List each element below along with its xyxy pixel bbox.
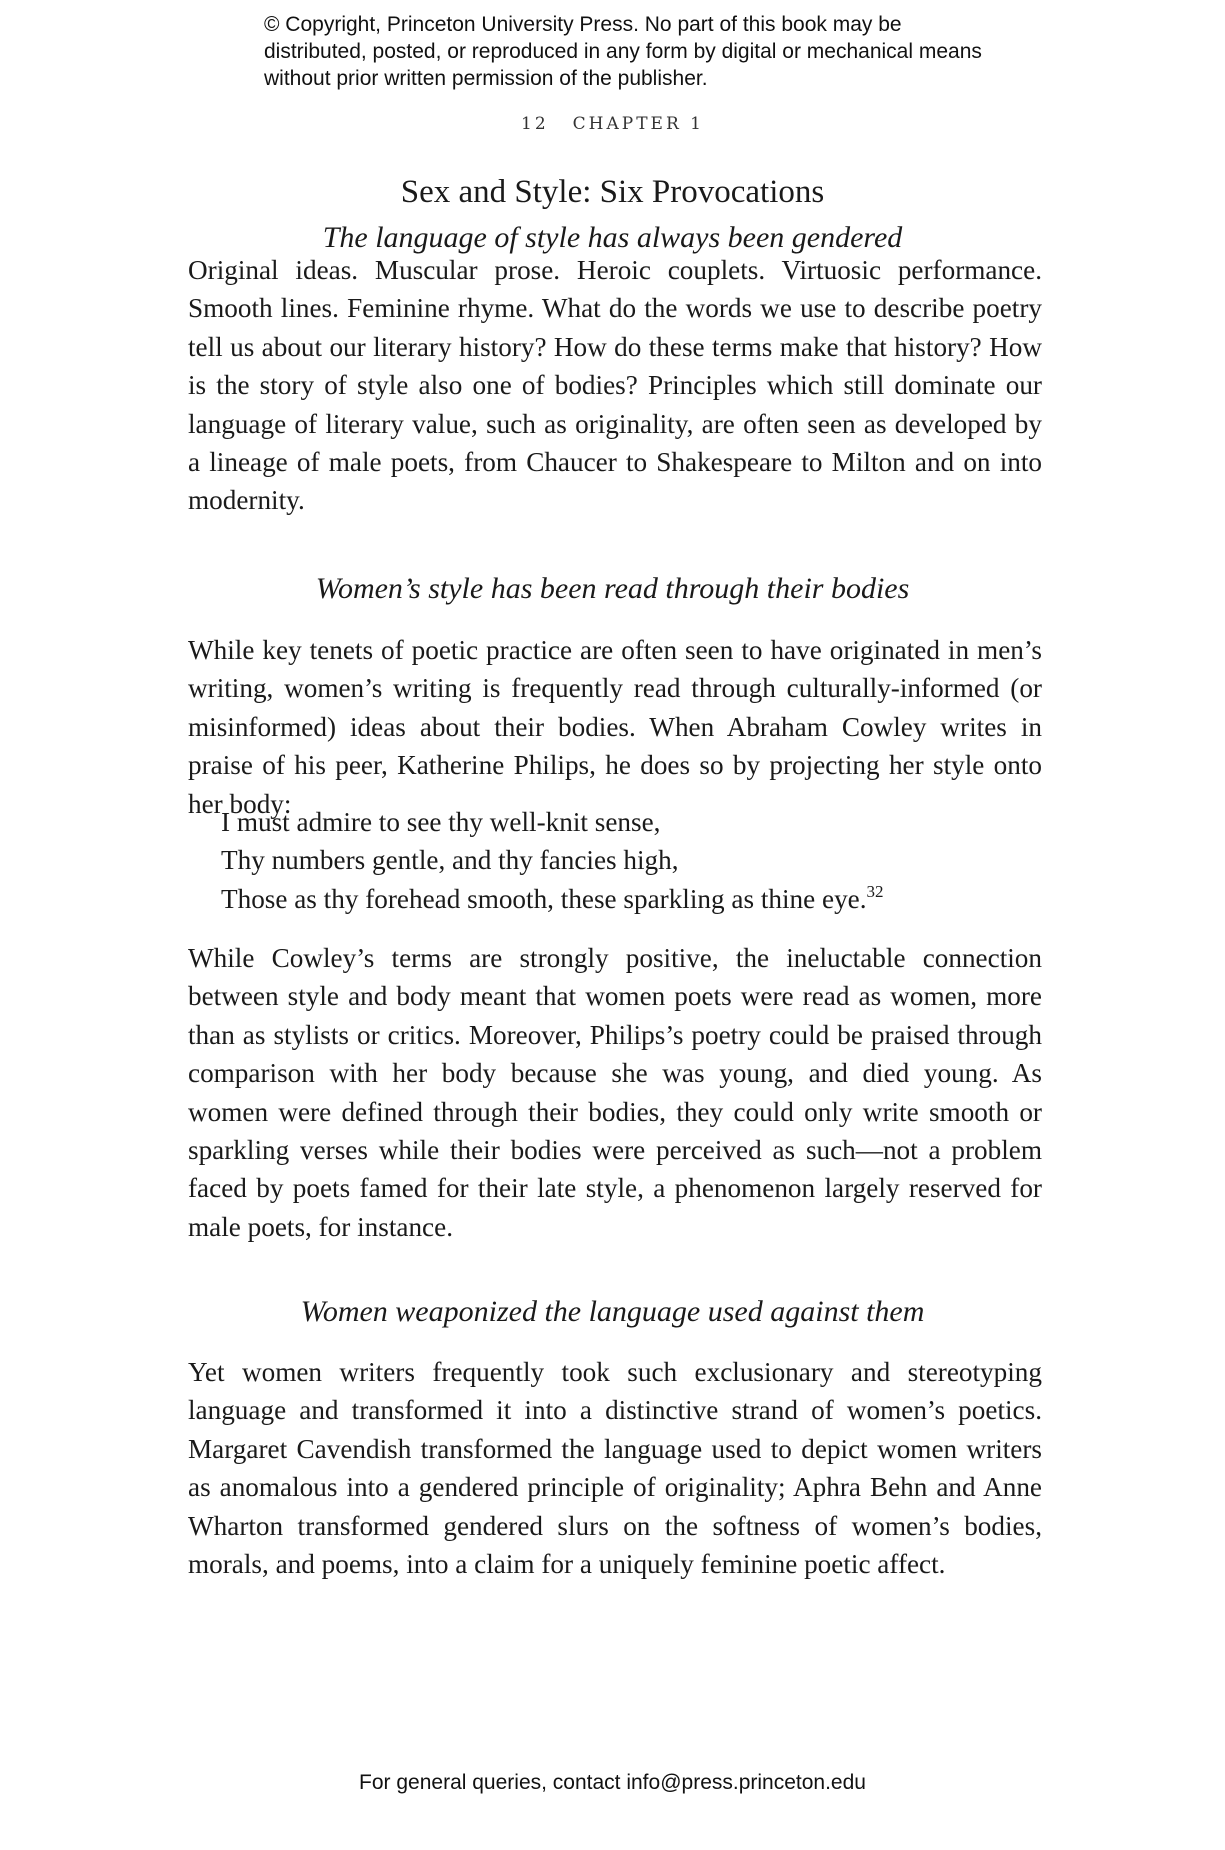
chapter-label: CHAPTER 1 — [572, 114, 704, 134]
section-heading-2: Women’s style has been read through their bodies — [315, 572, 910, 605]
running-head — [0, 114, 1225, 134]
section-heading-3: Women weaponized the language used against them — [300, 1295, 925, 1328]
section-paragraph-2: While key tenets of poetic practice are often seen to have originated in men’s writing, women’s writing is frequently read through culturally-informed (or misinformed) ideas about their bodies. When Abraham Cowley writes in praise of his peer, Katherine Philips, he does so by projecting her style onto her body: — [188, 635, 1042, 819]
section-paragraph-1: Original ideas. Muscular prose. Heroic couplets. Virtuosic performance. Smooth lines. Feminine rhyme. What do the words we use to describe poetry tell us about our literary history? How do these terms make that history? How is the story of style also one of bodies? Principles which still dominate our language of literary value, such as originality, are often seen as developed by a lineage of male poets, from Chaucer to Shakespeare to Milton and on into modernity. — [188, 255, 1042, 516]
verse-line: Thy numbers gentle, and thy fancies high, — [221, 845, 679, 876]
footnote-reference[interactable]: 32 — [866, 881, 884, 901]
verse-line: I must admire to see thy well-knit sense, — [221, 807, 661, 837]
page-title: Sex and Style: Six Provocations — [400, 174, 825, 210]
verse-line-with-note — [221, 880, 1021, 918]
section-paragraph-3: Yet women writers frequently took such exclusionary and stereotyping language and transformed it into a distinctive strand of women’s poetics. Margaret Cavendish transformed the language used to depict women writers as anomalous into a gendered principle of originality; Aphra Behn and Anne Wharton transformed gendered slurs on the softness of women’s bodies, morals, and poems, into a claim for a uniquely feminine poetic affect. — [188, 1357, 1042, 1580]
page-number: 12 — [521, 114, 549, 134]
verse-quotation — [221, 803, 1021, 918]
section-heading-1: The language of style has always been gendered — [322, 221, 903, 254]
footer-contact: For general queries, contact info@press.princeton.edu — [359, 1771, 866, 1794]
section-paragraph-2b: While Cowley’s terms are strongly positive, the ineluctable connection between style and body meant that women poets were read as women, more than as stylists or critics. Moreover, Philips’s poetry could be praised through comparison with her body because she was young, and died young. As women were defined through their bodies, they could only write smooth or sparkling verses while their bodies were perceived as such—not a problem faced by poets famed for their late style, a phenomenon largely reserved for male poets, for instance. — [188, 943, 1042, 1242]
copyright-notice: © Copyright, Princeton University Press. No part of this book may be distributed, posted, or reproduced in any form by digital or mechanical means without prior written permission of the publisher. — [264, 13, 982, 90]
verse-line-text: Those as thy forehead smooth, these sparkling as thine eye. — [221, 883, 867, 914]
